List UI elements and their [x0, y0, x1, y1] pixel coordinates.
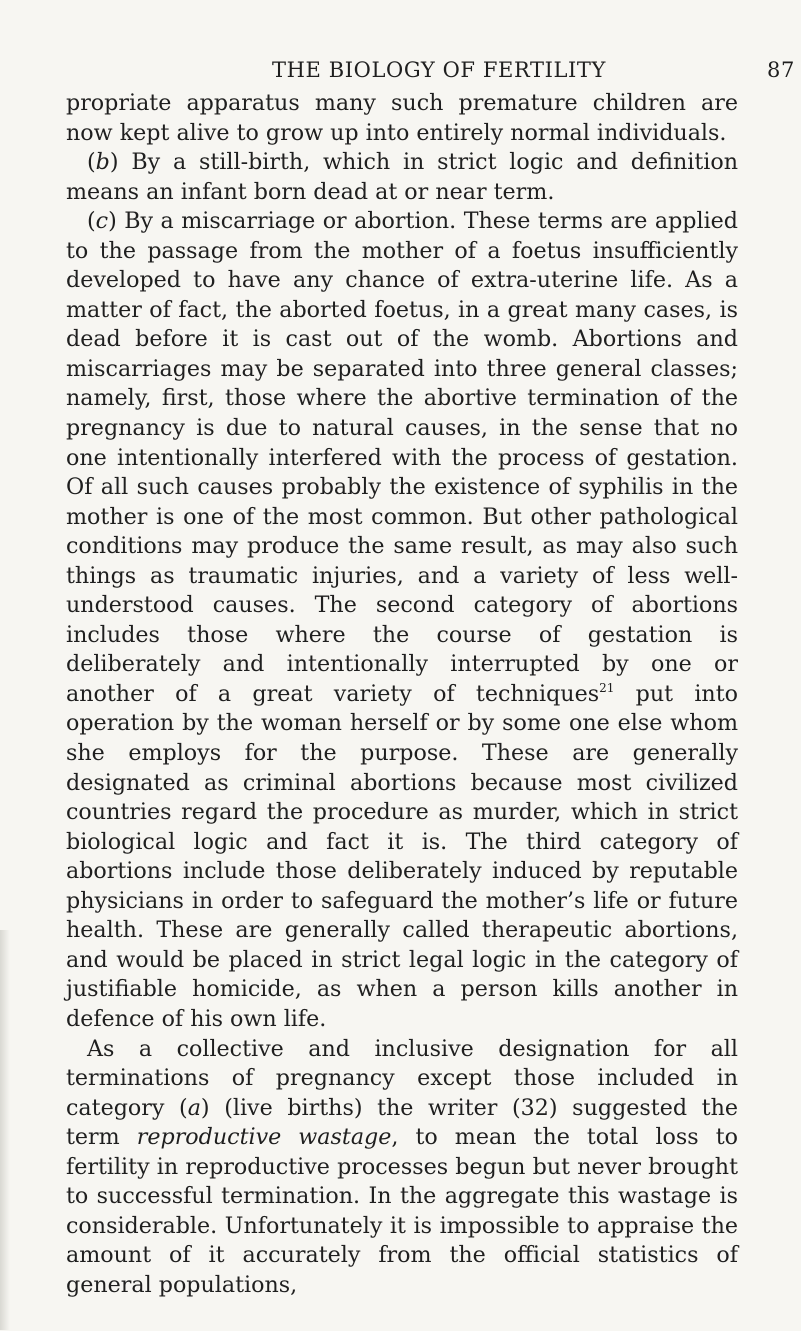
paragraph-abortion: (c) By a miscarriage or abortion. These terms are applied to the passage from the mother of a foetus insufficiently developed to have any chance of extra-uterine life. As a matter of fact, the aborted foetus, in a great many cases, is dead before it is cast out of the womb. Abortions and miscarriages may be separated into three general classes; namely, first, those where the abortive termination of the pregnancy is due to natural causes, in the sense that no one intentionally interfered with the process of gestation. Of all such causes probably the existence of syphilis in the mother is one of the most common. But other pathological conditions may produce the same result, as may also such things as traumatic injuries, and a variety of less well-understood causes. The second category of abortions includes those where the course of gestation is deliberately and intentionally interrupted by one or another of a great variety of techniques$^{21}$ put into operation by the woman herself or by some one else whom she employs for the purpose. These are generally designated as criminal abortions because most civilized countries regard the procedure as murder, which in strict biological logic and fact it is. The third category of abortions include those deliberately induced by reputable physicians in order to safeguard the mother’s life or future health. These are generally called therapeutic abortions, and would be placed in strict legal logic in the category of justifiable homicide, as when a person kills another in defence of his own life.: [66, 208, 739, 1032]
paragraph-text: put into operation by the woman herself or by some one else whom she employs for the purpose. These are generally designated as criminal abortions because most civilized countries regard the procedure as murder, which in strict biological logic and fact it is. The third category of abortions include those deliberately induced by reputable physicians in order to safeguard the mother’s life or future health. These are generally called therapeutic abortions, and would be placed in strict legal logic in the category of justifiable homicide, as when a person kills another in defence of his own life.: [66, 680, 738, 1032]
page-header: [272, 58, 801, 90]
paragraph-still-birth: (b) By a still-birth, which in strict logic and definition means an infant born dead at or near term.: [66, 149, 738, 205]
body-text: [66, 89, 738, 1300]
list-marker: b: [95, 149, 110, 176]
paragraph-text: propriate apparatus many such premature children are now kept alive to grow up into entirely normal individuals.: [66, 90, 738, 146]
italic-term: reproductive wastage: [136, 1124, 392, 1151]
paragraph-text: As a collective and inclusive designation for all terminations of pregnancy except those included in category: [66, 1035, 738, 1121]
paragraph-text: By a still-birth, which in strict logic and definition means an infant born dead at or near term.: [66, 149, 738, 205]
paragraph-text: , to mean the total loss to fertility in reproductive processes begun but never brought to successful termination. In the aggregate this wastage is considerable. Unfortunately it is impossible to appraise the amount of it accurately from the official statistics of general populations,: [66, 1124, 738, 1298]
footnote-reference: 21: [599, 680, 615, 695]
category-marker: a: [187, 1094, 201, 1121]
paragraph-text: By a miscarriage or abortion. These terms are applied to the passage from the mother of a foetus insufficiently developed to have any chance of extra-uterine life. As a matter of fact, the aborted foetus, in a great many cases, is dead before it is cast out of the womb. Abortions and miscarriages may be separated into three general classes; namely, first, those where the abortive termination of the pregnancy is due to natural causes, in the sense that no one intentionally interfered with the process of gestation. Of all such causes probably the existence of syphilis in the mother is one of the most common. But other pathological conditions may produce the same result, as may also such things as traumatic injuries, and a variety of less well-understood causes. The second category of abortions includes those where the course of gestation is deliberately and intentionally interrupted by one or another of a great variety of techniques: [66, 208, 739, 707]
paragraph-text: (live births) the writer (32) suggested the term: [66, 1094, 738, 1151]
list-marker: c: [95, 208, 109, 235]
paragraph-reproductive-wastage: As a collective and inclusive designation for all terminations of pregnancy except those included in category (a) (live births) the writer (32) suggested the term reproductive wastage, to mean the total loss to fertility in reproductive processes begun but never brought to successful termination. In the aggregate this wastage is considerable. Unfortunately it is impossible to appraise the amount of it accurately from the official statistics of general populations,: [66, 1035, 738, 1298]
page-number: 87: [767, 58, 795, 82]
paragraph-continuation: [66, 89, 738, 148]
running-title: THE BIOLOGY OF FERTILITY: [272, 58, 606, 82]
page-edge-shadow: [0, 930, 10, 1330]
